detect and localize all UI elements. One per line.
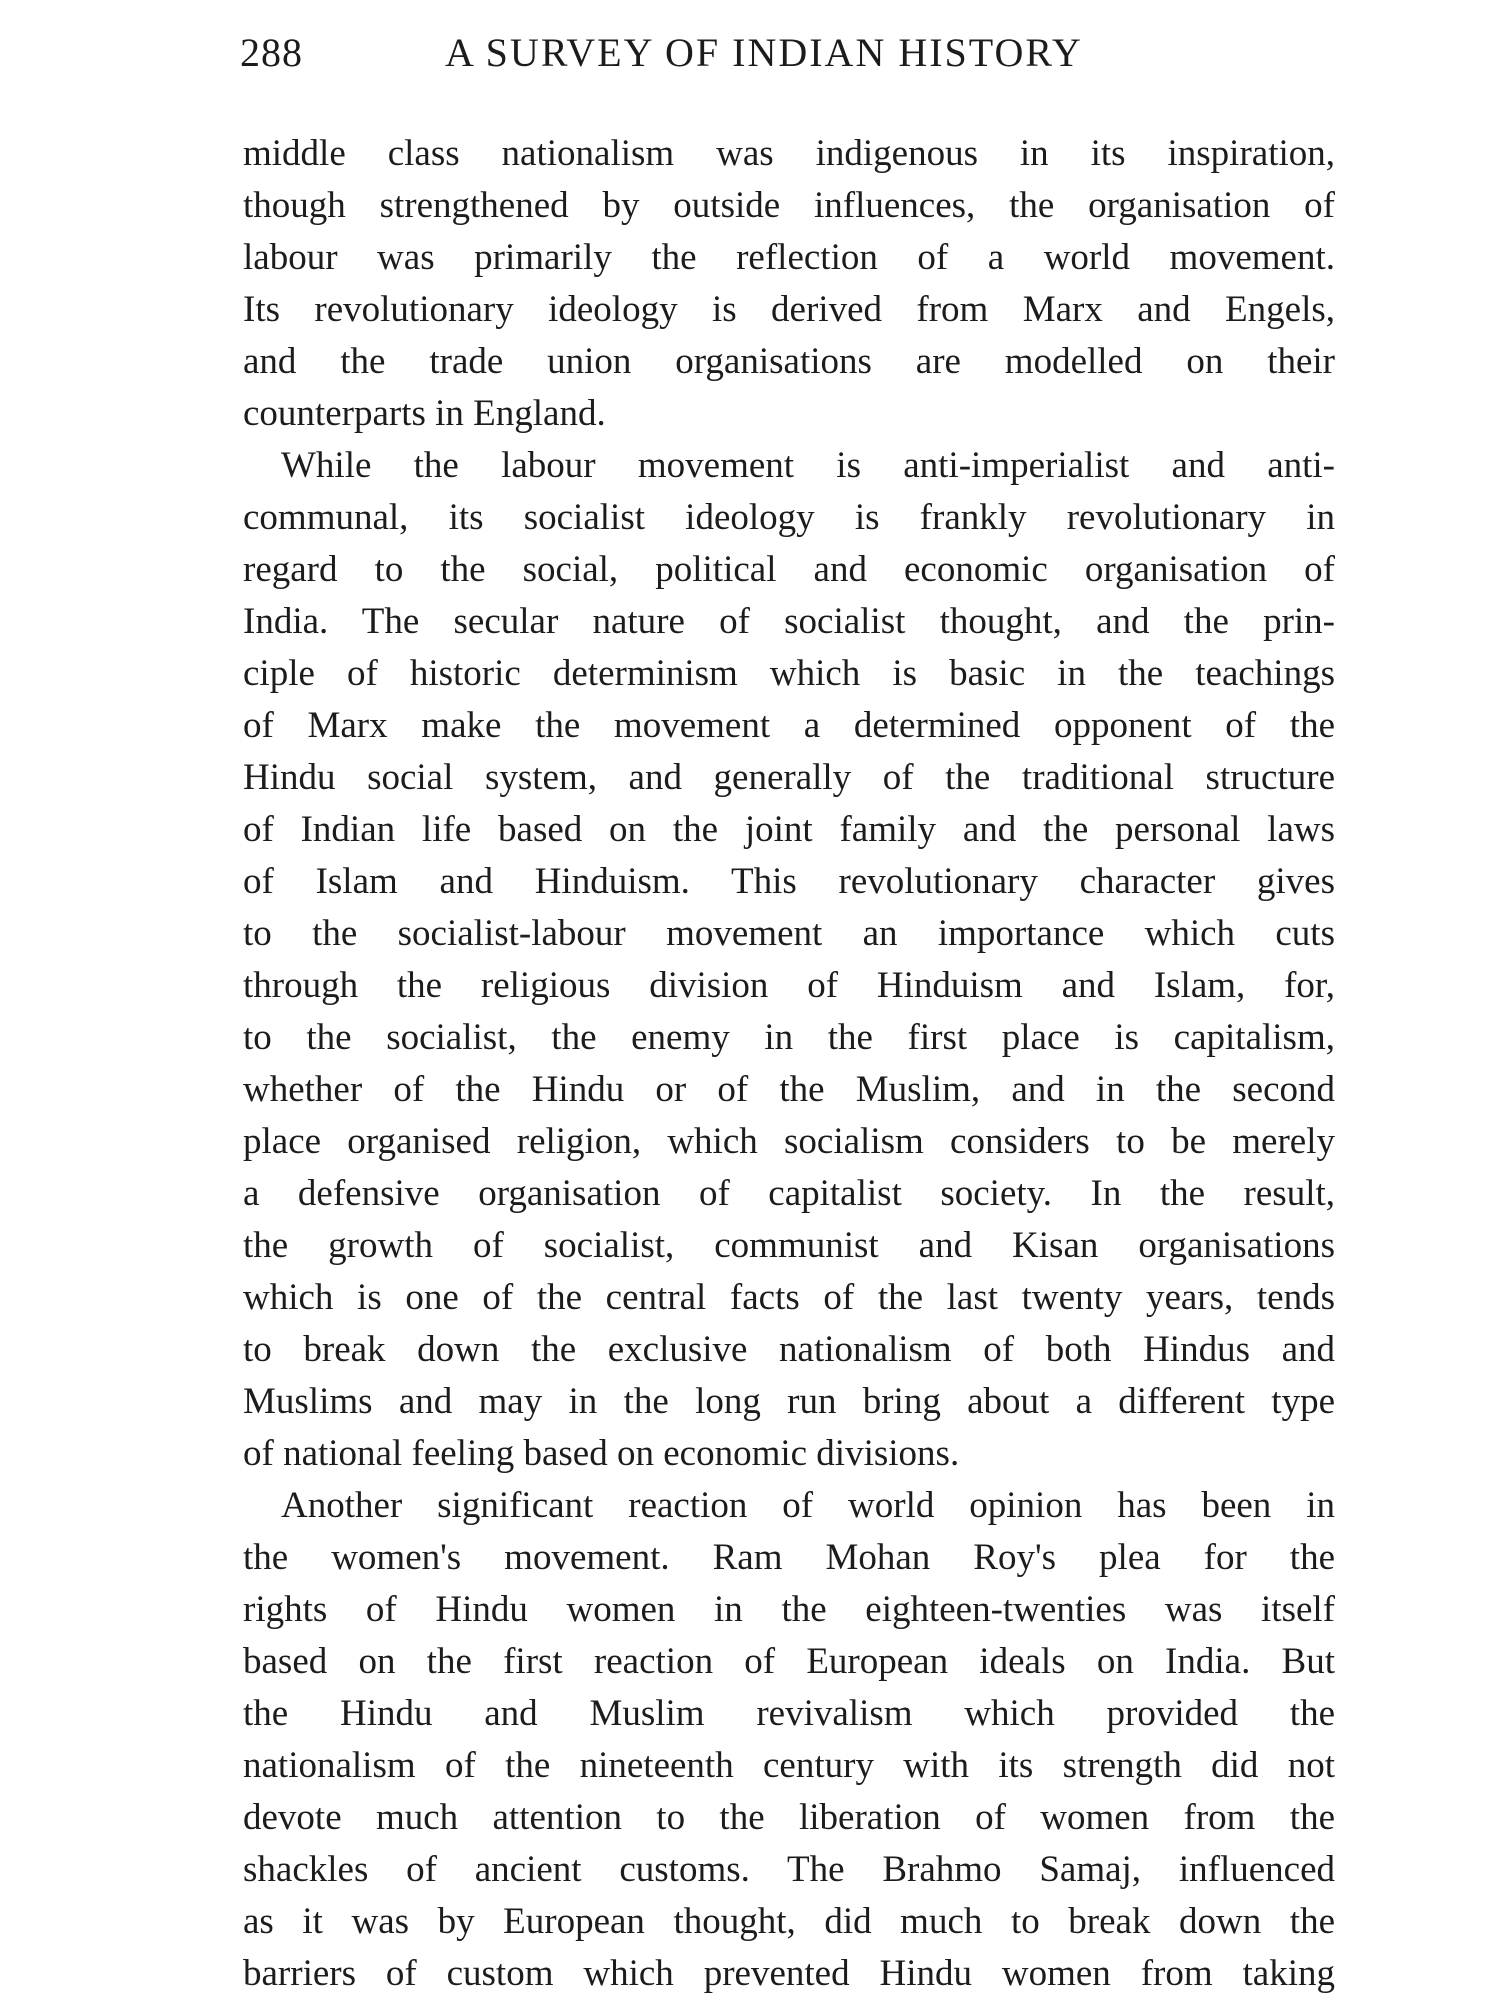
text-line: through the religious division of Hinduism and Islam, for,: [243, 965, 1335, 1006]
text-line: of Islam and Hinduism. This revolutionary character gives: [243, 861, 1335, 902]
text-line: India. The secular nature of socialist thought, and the prin-: [243, 601, 1335, 642]
body-text: [243, 128, 1335, 2000]
text-line: to break down the exclusive nationalism of both Hindus and: [243, 1329, 1335, 1370]
paragraph: [243, 128, 1335, 440]
text-line: which is one of the central facts of the last twenty years, tends: [243, 1277, 1335, 1318]
text-line: though strengthened by outside influences, the organisation of: [243, 185, 1335, 226]
paragraph: [243, 440, 1335, 1480]
text-line: as it was by European thought, did much to break down the: [243, 1901, 1335, 1942]
text-line: communal, its socialist ideology is frankly revolutionary in: [243, 497, 1335, 538]
text-line: of national feeling based on economic divisions.: [243, 1433, 960, 1474]
text-line: nationalism of the nineteenth century with its strength did not: [243, 1745, 1335, 1786]
text-line: whether of the Hindu or of the Muslim, and in the second: [243, 1069, 1335, 1110]
text-line: the growth of socialist, communist and Kisan organisations: [243, 1225, 1335, 1266]
paragraph: [243, 1480, 1335, 2000]
text-line: counterparts in England.: [243, 393, 606, 434]
text-line: regard to the social, political and economic organisation of: [243, 549, 1335, 590]
text-line: labour was primarily the reflection of a world movement.: [243, 237, 1335, 278]
text-line: place organised religion, which socialism considers to be merely: [243, 1121, 1335, 1162]
text-line: Its revolutionary ideology is derived from Marx and Engels,: [243, 289, 1335, 330]
page-number: 288: [240, 30, 303, 75]
text-line: middle class nationalism was indigenous in its inspiration,: [243, 133, 1335, 174]
text-line: of Marx make the movement a determined opponent of the: [243, 705, 1335, 746]
text-line: to the socialist, the enemy in the first place is capitalism,: [243, 1017, 1335, 1058]
text-line: Another significant reaction of world opinion has been in: [281, 1485, 1335, 1526]
text-line: of Indian life based on the joint family and the personal laws: [243, 809, 1335, 850]
text-line: Hindu social system, and generally of the traditional structure: [243, 757, 1335, 798]
text-line: a defensive organisation of capitalist society. In the result,: [243, 1173, 1335, 1214]
text-line: barriers of custom which prevented Hindu women from taking: [243, 1953, 1335, 1994]
text-line: the Hindu and Muslim revivalism which provided the: [243, 1693, 1335, 1734]
text-line: While the labour movement is anti-imperialist and anti-: [281, 445, 1335, 486]
text-line: Muslims and may in the long run bring about a different type: [243, 1381, 1335, 1422]
text-line: based on the first reaction of European ideals on India. But: [243, 1641, 1335, 1682]
text-line: to the socialist-labour movement an importance which cuts: [243, 913, 1335, 954]
text-line: rights of Hindu women in the eighteen-twenties was itself: [243, 1589, 1335, 1630]
text-line: devote much attention to the liberation of women from the: [243, 1797, 1335, 1838]
text-line: and the trade union organisations are modelled on their: [243, 341, 1335, 382]
text-line: the women's movement. Ram Mohan Roy's plea for the: [243, 1537, 1335, 1578]
text-line: shackles of ancient customs. The Brahmo Samaj, influenced: [243, 1849, 1335, 1890]
running-title: A SURVEY OF INDIAN HISTORY: [445, 30, 1083, 75]
running-head: [240, 28, 1335, 78]
text-line: ciple of historic determinism which is basic in the teachings: [243, 653, 1335, 694]
